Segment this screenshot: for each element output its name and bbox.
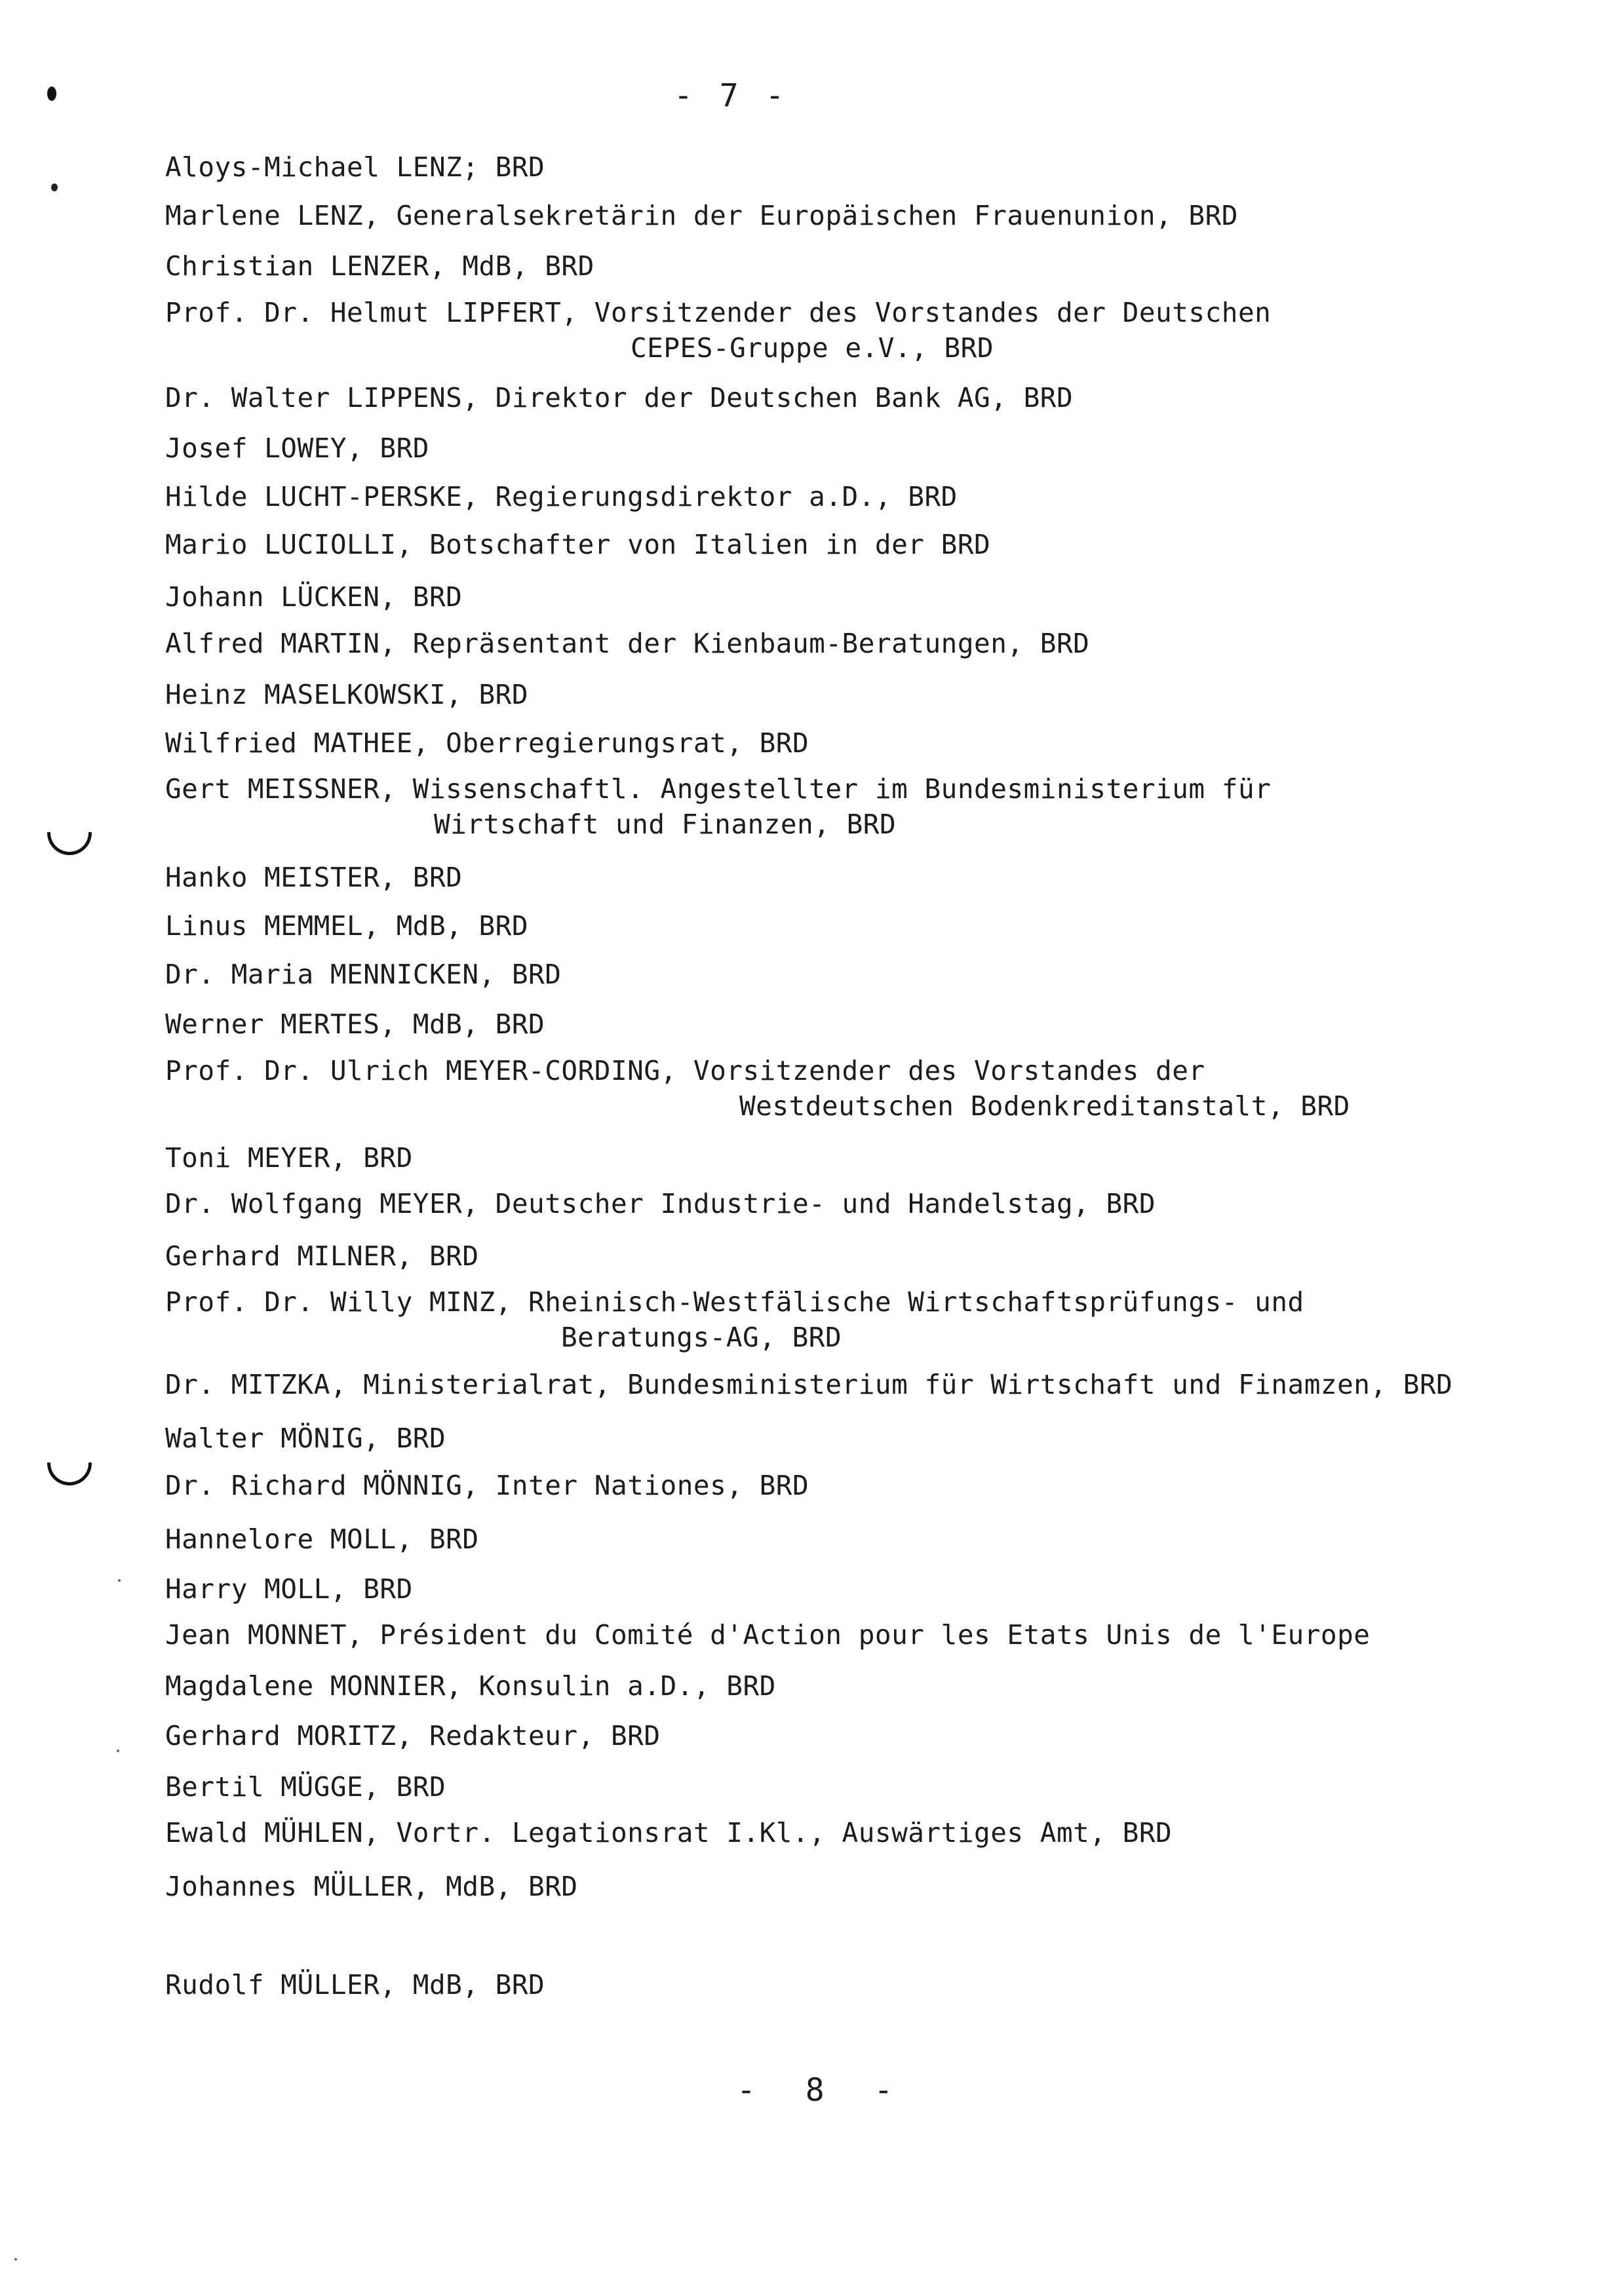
list-item: Dr. Maria MENNICKEN, BRD	[165, 959, 562, 990]
list-item: Josef LOWEY, BRD	[165, 432, 429, 464]
list-item: Marlene LENZ, Generalsekretärin der Europäischen Frauenunion, BRD	[165, 200, 1238, 231]
list-item: Prof. Dr. Helmut LIPFERT, Vorsitzender des Vorstandes der Deutschen CEPES-Gruppe e.V., BRD	[165, 295, 1271, 366]
scan-speck	[14, 2258, 17, 2261]
list-item: Dr. MITZKA, Ministerialrat, Bundesministerium für Wirtschaft und Finamzen, BRD	[165, 1369, 1453, 1400]
list-item: Hilde LUCHT-PERSKE, Regierungsdirektor a.D., BRD	[165, 481, 958, 512]
list-item: Prof. Dr. Ulrich MEYER-CORDING, Vorsitzender des Vorstandes der Westdeutschen Bodenkreditanstalt, BRD	[165, 1053, 1350, 1124]
list-item: Linus MEMMEL, MdB, BRD	[165, 910, 529, 942]
list-item: Jean MONNET, Président du Comité d'Action pour les Etats Unis de l'Europe	[165, 1619, 1371, 1651]
list-item: Gert MEISSNER, Wissenschaftl. Angestellter im Bundesministerium für Wirtschaft und Finanzen, BRD	[165, 771, 1271, 842]
scan-speck	[118, 1579, 121, 1582]
scan-speck	[117, 1750, 119, 1752]
list-item: Christian LENZER, MdB, BRD	[165, 250, 594, 282]
list-item: Johannes MÜLLER, MdB, BRD	[165, 1871, 578, 1902]
list-item: Rudolf MÜLLER, MdB, BRD	[165, 1969, 545, 2000]
list-item: Ewald MÜHLEN, Vortr. Legationsrat I.Kl., Auswärtiges Amt, BRD	[165, 1817, 1173, 1848]
list-item: Dr. Richard MÖNNIG, Inter Nationes, BRD	[165, 1470, 809, 1501]
list-item-continuation: Beratungs-AG, BRD	[561, 1322, 842, 1353]
list-item: Johann LÜCKEN, BRD	[165, 581, 463, 613]
list-item: Hannelore MOLL, BRD	[165, 1523, 479, 1555]
list-item: Dr. Wolfgang MEYER, Deutscher Industrie- und Handelstag, BRD	[165, 1188, 1156, 1219]
list-item: Werner MERTES, MdB, BRD	[165, 1008, 545, 1040]
list-item: Mario LUCIOLLI, Botschafter von Italien in der BRD	[165, 529, 991, 560]
list-item: Wilfried MATHEE, Oberregierungsrat, BRD	[165, 727, 809, 759]
list-item-continuation: CEPES-Gruppe e.V., BRD	[631, 332, 994, 364]
list-item: Prof. Dr. Willy MINZ, Rheinisch-Westfälische Wirtschaftsprüfungs- und Beratungs-AG, BRD	[165, 1284, 1304, 1355]
list-item: Hanko MEISTER, BRD	[165, 862, 463, 893]
list-item: Gerhard MILNER, BRD	[165, 1240, 479, 1272]
scan-mark	[51, 183, 58, 191]
page-number: - 7 -	[674, 77, 788, 114]
list-item: Walter MÖNIG, BRD	[165, 1423, 446, 1454]
scan-mark	[47, 86, 56, 101]
list-item: Dr. Walter LIPPENS, Direktor der Deutschen Bank AG, BRD	[165, 382, 1074, 413]
punch-hole-mark	[47, 832, 92, 855]
list-item: Gerhard MORITZ, Redakteur, BRD	[165, 1720, 661, 1751]
list-item: Harry MOLL, BRD	[165, 1573, 413, 1605]
list-item: Magdalene MONNIER, Konsulin a.D., BRD	[165, 1670, 776, 1702]
punch-hole-mark	[47, 1463, 92, 1485]
list-item-continuation: Wirtschaft und Finanzen, BRD	[434, 809, 897, 840]
list-item: Heinz MASELKOWSKI, BRD	[165, 679, 529, 710]
list-item: Aloys-Michael LENZ; BRD	[165, 151, 545, 183]
list-item: Alfred MARTIN, Repräsentant der Kienbaum-Beratungen, BRD	[165, 628, 1090, 659]
list-item-continuation: Westdeutschen Bodenkreditanstalt, BRD	[739, 1090, 1350, 1122]
list-item: Bertil MÜGGE, BRD	[165, 1771, 446, 1803]
next-page-marker: - 8 -	[737, 2072, 897, 2109]
list-item: Toni MEYER, BRD	[165, 1142, 413, 1174]
